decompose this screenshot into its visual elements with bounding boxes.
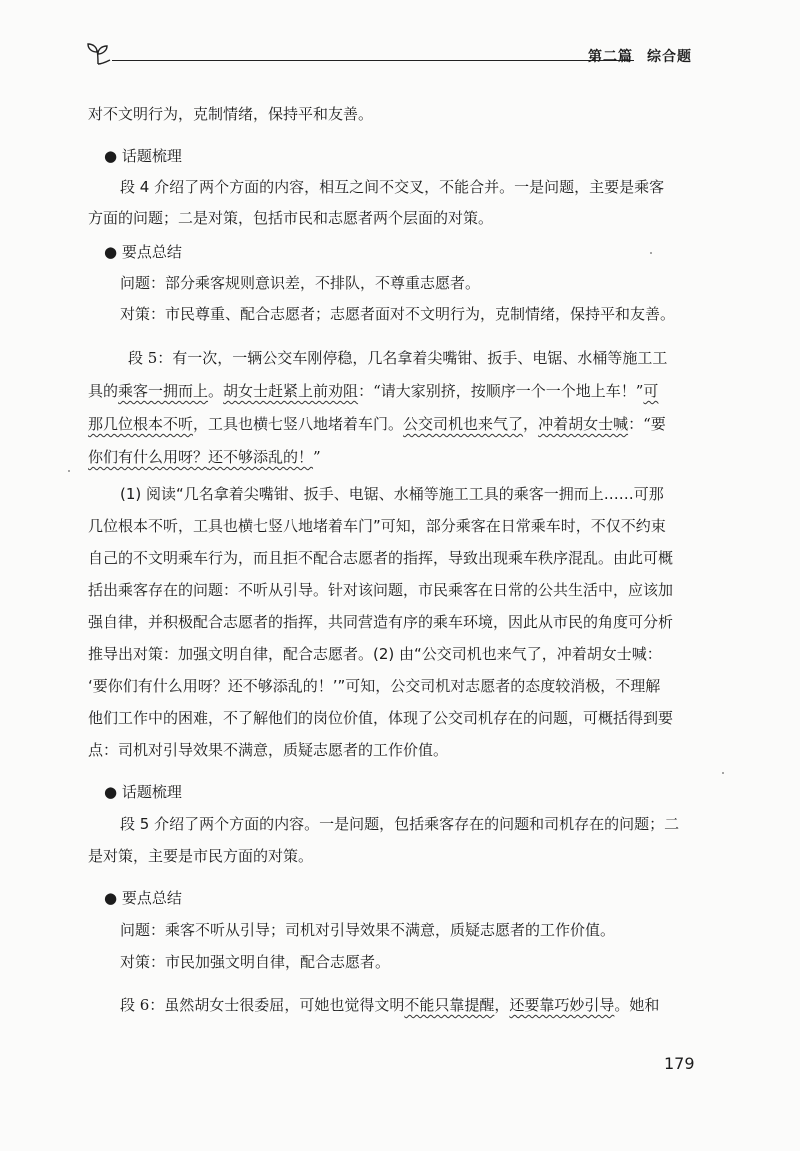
analysis-line: (1) 阅读“几名拿着尖嘴钳、扳手、电锯、水桶等施工工具的乘客一拥而上……可那 — [120, 485, 664, 503]
quote-text: ：“请大家别挤，按顺序一个一个地上车！” — [358, 382, 644, 400]
underlined-phrase: 胡女士赶紧上前劝阻 — [223, 382, 359, 400]
underlined-phrase: 公交司机也来气了 — [403, 415, 524, 433]
analysis-line: 括出乘客存在的问题：不听从引导。针对该问题，市民乘客在日常的公共生活中，应该加 — [88, 581, 674, 599]
summary-heading: ● 要点总结 — [104, 889, 182, 907]
body-line: 段 4 介绍了两个方面的内容，相互之间不交叉，不能合并。一是问题，主要是乘客 — [120, 178, 665, 196]
underlined-phrase: 还不够添乱的！ — [208, 448, 314, 466]
quoted-paragraph-line — [88, 414, 666, 434]
underlined-phrase: 不能只靠提醒 — [404, 996, 495, 1014]
quote-text: ：“要 — [628, 415, 666, 433]
underlined-phrase: 那几位根本不听 — [88, 415, 194, 433]
underlined-phrase: 冲着胡女士喊 — [538, 415, 629, 433]
sprout-logo-icon — [84, 40, 112, 68]
body-line: 段 5 介绍了两个方面的内容。一是问题，包括乘客存在的问题和司机存在的问题；二 — [120, 815, 680, 833]
quote-text: ，工具也横七竖八地堵着车门。 — [193, 415, 404, 433]
quoted-paragraph-line — [88, 381, 658, 401]
quoted-paragraph-line: 段 5：有一次，一辆公交车刚停稳，几名拿着尖嘴钳、扳手、电锯、水桶等施工工 — [128, 349, 668, 367]
analysis-line: 自己的不文明乘车行为，而且拒不配合志愿者的指挥，导致出现乘车秩序混乱。由此可概 — [88, 549, 674, 567]
topic-heading: ● 话题梳理 — [104, 783, 182, 801]
solution-line: 对策：市民加强文明自律，配合志愿者。 — [120, 953, 391, 971]
section-title — [588, 46, 692, 66]
summary-heading: ● 要点总结 — [104, 243, 182, 261]
topic-heading: ● 话题梳理 — [104, 147, 182, 165]
quoted-paragraph-line — [120, 995, 659, 1015]
quote-text: 具的 — [88, 382, 119, 400]
quote-text: 段 6：虽然胡女士很委屈，可她也觉得文明 — [120, 996, 405, 1014]
body-line: 是对策，主要是市民方面的对策。 — [88, 847, 314, 865]
scan-speck — [722, 772, 724, 774]
quote-text: 。 — [208, 382, 224, 400]
quoted-paragraph-line — [88, 447, 321, 467]
header-rule — [112, 60, 634, 61]
running-header — [84, 40, 704, 70]
analysis-line: 几位根本不听，工具也横七竖八地堵着车门”可知，部分乘客在日常乘车时，不仅不约束 — [88, 517, 666, 535]
problem-line: 问题：部分乘客规则意识差，不排队，不尊重志愿者。 — [120, 274, 481, 292]
analysis-line: 他们工作中的困难，不了解他们的岗位价值，体现了公交司机存在的问题，可概括得到要 — [88, 709, 674, 727]
underlined-phrase: 你们有什么用呀？ — [88, 448, 209, 466]
body-line: 对不文明行为，克制情绪，保持平和友善。 — [88, 105, 374, 123]
underlined-phrase: 还要靠巧妙引导 — [509, 996, 615, 1014]
part-label: 第二篇 — [588, 49, 633, 65]
scan-speck — [650, 252, 652, 254]
problem-line: 问题：乘客不听从引导；司机对引导效果不满意，质疑志愿者的工作价值。 — [120, 921, 616, 939]
scan-speck — [68, 470, 70, 472]
analysis-line: ‘要你们有什么用呀？还不够添乱的！’”可知，公交司机对志愿者的态度较消极，不理解 — [88, 677, 661, 695]
analysis-line: 强自律，并积极配合志愿者的指挥，共同营造有序的乘车环境，因此从市民的角度可分析 — [88, 613, 674, 631]
analysis-line: 点：司机对引导效果不满意，质疑志愿者的工作价值。 — [88, 741, 449, 759]
underlined-phrase: 乘客一拥而上 — [118, 382, 209, 400]
underlined-phrase: 可 — [643, 382, 659, 400]
page-number: 179 — [664, 1054, 695, 1073]
analysis-line: 推导出对策：加强文明自律，配合志愿者。(2) 由“公交司机也来气了，冲着胡女士喊： — [88, 645, 662, 663]
solution-line: 对策：市民尊重、配合志愿者；志愿者面对不文明行为，克制情绪，保持平和友善。 — [120, 305, 676, 323]
part-title: 综合题 — [647, 49, 692, 65]
quote-text: ， — [523, 415, 539, 433]
quote-text: ， — [494, 996, 510, 1014]
quote-text: ” — [313, 448, 321, 466]
quote-text: 。她和 — [614, 996, 660, 1014]
body-line: 方面的问题；二是对策，包括市民和志愿者两个层面的对策。 — [88, 209, 494, 227]
